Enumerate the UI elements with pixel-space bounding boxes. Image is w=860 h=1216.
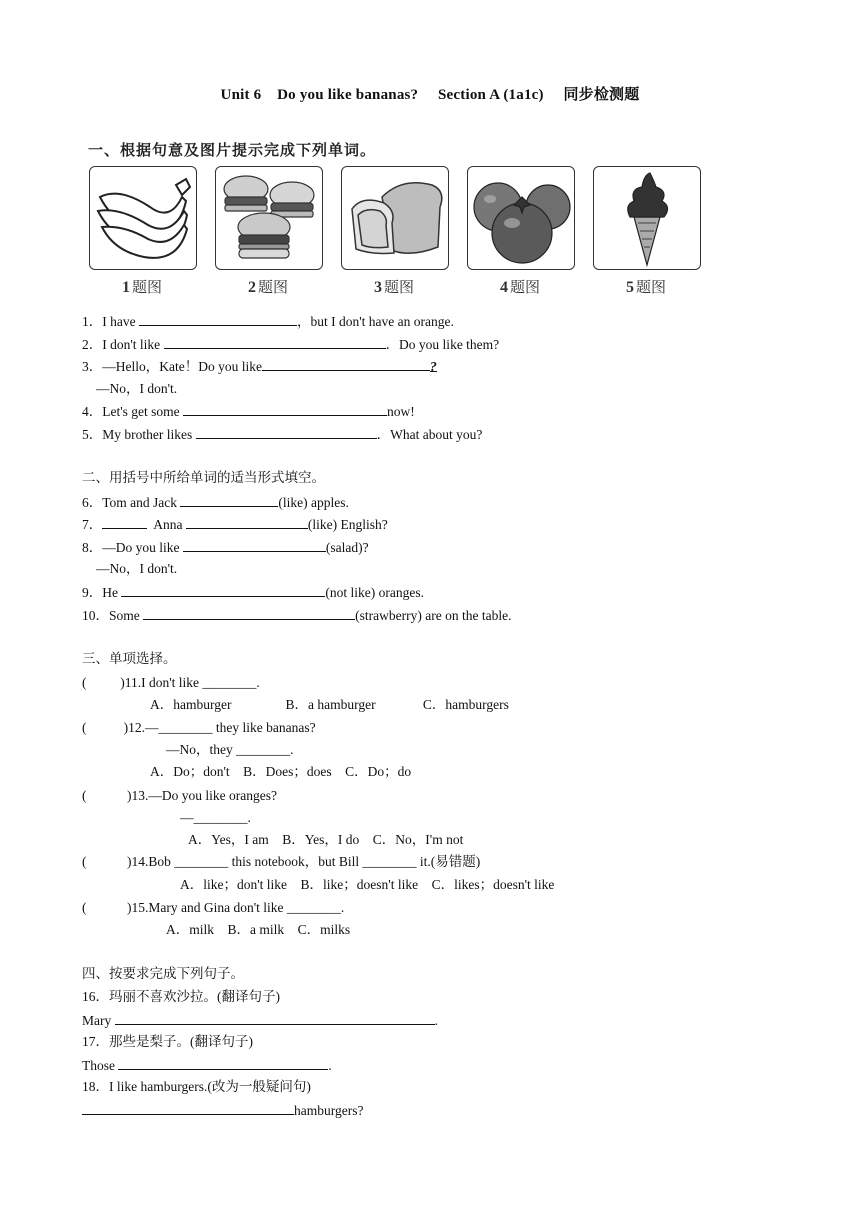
answer-blank[interactable] bbox=[262, 357, 430, 371]
question-8: 8．—Do you like (salad)? bbox=[82, 540, 369, 555]
question-5: 5．My brother likes ．What about you? bbox=[82, 427, 483, 442]
picture-caption-5: 5 题图 bbox=[625, 278, 666, 296]
question-2: 2．I don't like ．Do you like them? bbox=[82, 337, 500, 352]
picture-row bbox=[89, 166, 709, 301]
answer-blank[interactable] bbox=[82, 1101, 294, 1115]
question-14: ( )14.Bob ________ this notebook，but Bill ________ it.(易错题) bbox=[82, 854, 481, 869]
answer-blank[interactable] bbox=[139, 312, 297, 326]
answer-blank[interactable] bbox=[102, 515, 147, 529]
question-3: 3．—Hello，Kate！Do you like ? bbox=[82, 359, 437, 374]
picture-caption-4: 4 题图 bbox=[499, 278, 540, 296]
tomatoes-icon bbox=[467, 166, 575, 270]
bananas-icon bbox=[89, 166, 197, 270]
question-12-reply: —No，they ________. bbox=[166, 742, 294, 757]
question-9: 9．He (not like) oranges. bbox=[82, 585, 424, 600]
ice-cream-icon bbox=[593, 166, 701, 270]
question-18: 18．I like hamburgers.(改为一般疑问句) bbox=[82, 1079, 311, 1094]
section-1-heading: 一、根据句意及图片提示完成下列单词。 bbox=[88, 141, 377, 159]
answer-blank[interactable] bbox=[183, 402, 387, 416]
section-2-heading: 二、用括号中所给单词的适当形式填空。 bbox=[82, 470, 325, 485]
question-1: 1．I have ，but I don't have an orange. bbox=[82, 314, 454, 329]
answer-blank[interactable] bbox=[183, 538, 326, 552]
picture-caption-2: 2 题图 bbox=[247, 278, 288, 296]
question-13: ( )13.—Do you like oranges? bbox=[82, 788, 277, 803]
answer-blank[interactable] bbox=[143, 606, 355, 620]
question-10: 10．Some (strawberry) are on the table. bbox=[82, 608, 512, 623]
section-3-heading: 三、单项选择。 bbox=[82, 651, 177, 666]
answer-blank[interactable] bbox=[118, 1056, 328, 1070]
answer-blank[interactable] bbox=[196, 425, 377, 439]
picture-caption-1: 1 题图 bbox=[121, 278, 162, 296]
question-17: 17．那些是梨子。(翻译句子) bbox=[82, 1034, 253, 1049]
question-17-answer: Those . bbox=[82, 1058, 332, 1073]
question-13-options: A．Yes，I am B．Yes，I do C．No，I'm not bbox=[188, 832, 464, 847]
question-3-reply: —No，I don't. bbox=[96, 381, 178, 396]
answer-blank[interactable] bbox=[121, 583, 325, 597]
answer-blank[interactable] bbox=[115, 1011, 435, 1025]
question-13-reply: —________. bbox=[180, 810, 251, 825]
question-11: ( )11.I don't like ________. bbox=[82, 675, 260, 690]
question-16-answer: Mary . bbox=[82, 1013, 438, 1028]
picture-caption-3: 3 题图 bbox=[373, 278, 414, 296]
section-4-heading: 四、按要求完成下列句子。 bbox=[82, 966, 244, 981]
question-15-options: A．milk B．a milk C．milks bbox=[166, 922, 351, 937]
question-18-answer: hamburgers? bbox=[82, 1101, 363, 1120]
question-6: 6．Tom and Jack (like) apples. bbox=[82, 495, 349, 510]
answer-blank[interactable] bbox=[180, 493, 278, 507]
hamburgers-icon bbox=[215, 166, 323, 270]
question-12-options: A．Do；don't B．Does；does C．Do；do bbox=[150, 764, 412, 779]
question-4: 4．Let's get some now! bbox=[82, 404, 415, 419]
question-14-options: A．like；don't like B．like；doesn't like C．likes；doesn't like bbox=[180, 877, 555, 892]
answer-blank[interactable] bbox=[186, 515, 308, 529]
page-title: Unit 6 Do you like bananas? Section A (1a1c) 同步检测题 bbox=[220, 87, 640, 103]
bread-icon bbox=[341, 166, 449, 270]
answer-blank[interactable] bbox=[164, 335, 386, 349]
question-8-reply: —No，I don't. bbox=[96, 561, 178, 576]
question-16: 16．玛丽不喜欢沙拉。(翻译句子) bbox=[82, 989, 280, 1004]
question-12: ( )12.—________ they like bananas? bbox=[82, 720, 316, 735]
question-11-options: A．hamburger B．a hamburger C．hamburgers bbox=[150, 697, 509, 712]
question-15: ( )15.Mary and Gina don't like ________. bbox=[82, 900, 345, 915]
question-7: 7． Anna (like) English? bbox=[82, 517, 388, 532]
